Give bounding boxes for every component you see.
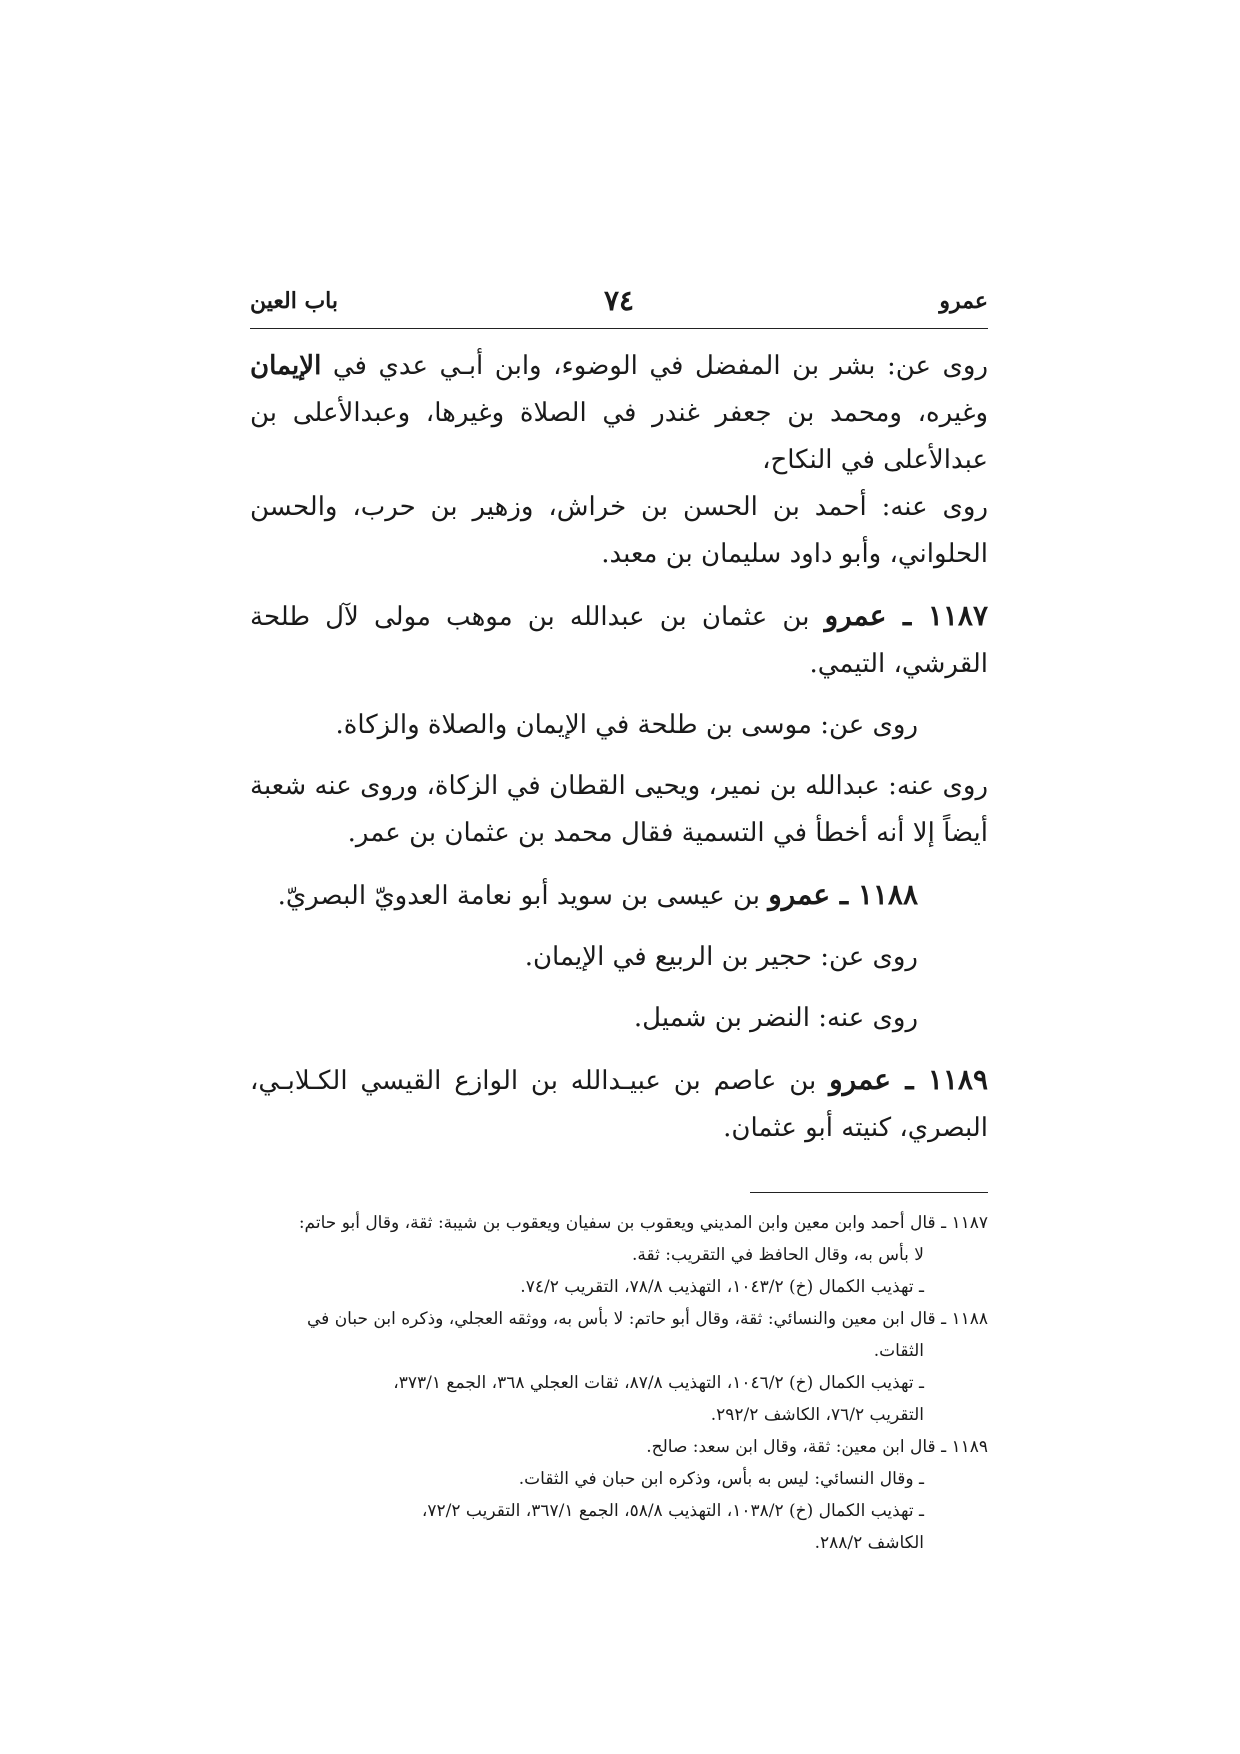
- entry-name: عمرو: [829, 1063, 906, 1096]
- paragraph-narrated-by: روى عنه: أحمد بن الحسن بن خراش، وزهير بن حرب، والحسن الحلواني، وأبو داود سليمان بن معبد.: [250, 492, 988, 569]
- page-number: ٧٤: [603, 284, 635, 317]
- footnote-1189-sources-cont: الكاشف ٢٨٨/٢.: [814, 1533, 924, 1553]
- keyword-iman: الإيمان: [250, 351, 322, 381]
- footnote-1187-sources: ـ تهذيب الكمال (خ) ١٠٤٣/٢، التهذيب ٧٨/٨، التقريب ٧٤/٢.: [520, 1277, 924, 1297]
- footnote-1189: ١١٨٩ ـ قال ابن معين: ثقة، وقال ابن سعد: صالح.: [646, 1437, 988, 1457]
- entry-name: عمرو: [824, 599, 904, 632]
- entry-number: ١١٨٧ ـ: [903, 599, 988, 632]
- header-rule: [250, 328, 988, 329]
- footnotes: [250, 1207, 988, 1559]
- main-text: [250, 343, 988, 1152]
- entry-name: عمرو: [768, 878, 840, 911]
- paragraph-narrated-from: روى عن: بشر بن المفضل في الوضوء، وابن أبـي عدي في الإيمان وغيره، ومحمد بن جعفر غندر في الصلاة وغيرها، وعبدالأعلى بن عبدالأعلى في النكاح،: [250, 351, 988, 475]
- entry-1187-narrated-by: روى عنه: عبدالله بن نمير، ويحيى القطان في الزكاة، وروى عنه شعبة أيضاً إلا أنه أخطأ في التسمية فقال محمد بن عثمان بن عمر.: [250, 771, 988, 848]
- footnote-1189-sources: ـ تهذيب الكمال (خ) ١٠٣٨/٢، التهذيب ٥٨/٨، الجمع ٣٦٧/١، التقريب ٧٢/٢،: [421, 1501, 924, 1521]
- entry-1189: ١١٨٩ ـ عمرو بن عاصم بن عبيـدالله بن الوازع القيسي الكـلابـي، البصري، كنيته أبو عثمان.: [250, 1063, 988, 1143]
- entry-1188-narrated-from: روى عن: حجير بن الربيع في الإيمان.: [524, 942, 918, 972]
- footnote-1187-cont: لا بأس به، وقال الحافظ في التقريب: ثقة.: [631, 1245, 924, 1265]
- footnote-separator: [750, 1192, 988, 1193]
- header-section-title: عمرو: [939, 288, 988, 314]
- footnote-1188-cont: الثقات.: [873, 1341, 924, 1361]
- entry-1187-narrated-from: روى عن: موسى بن طلحة في الإيمان والصلاة والزكاة.: [335, 710, 918, 740]
- footnote-1188-sources: ـ تهذيب الكمال (خ) ١٠٤٦/٢، التهذيب ٨٧/٨، ثقات العجلي ٣٦٨، الجمع ٣٧٣/١،: [393, 1373, 924, 1393]
- entry-1187: ١١٨٧ ـ عمرو بن عثمان بن عبدالله بن موهب مولى لآل طلحة القرشي، التيمي.: [250, 599, 988, 679]
- footnote-1189-nasai: ـ وقال النسائي: ليس به بأس، وذكره ابن حبان في الثقات.: [518, 1469, 924, 1489]
- footnote-1187: ١١٨٧ ـ قال أحمد وابن معين وابن المديني ويعقوب بن سفيان ويعقوب بن شيبة: ثقة، وقال أبو حاتم:: [298, 1213, 988, 1233]
- running-header: [250, 284, 988, 328]
- header-chapter-title: باب العين: [250, 288, 339, 314]
- entry-number: ١١٨٩ ـ: [905, 1063, 988, 1096]
- book-page: [250, 284, 988, 1708]
- entry-1188: ١١٨٨ ـ عمرو بن عيسى بن سويد أبو نعامة العدويّ البصريّ.: [277, 878, 918, 911]
- entry-1188-narrated-by: روى عنه: النضر بن شميل.: [633, 1003, 918, 1033]
- footnote-1188-sources-cont: التقريب ٧٦/٢، الكاشف ٢٩٢/٢.: [710, 1405, 924, 1425]
- entry-number: ١١٨٨ ـ: [839, 878, 918, 911]
- footnote-1188: ١١٨٨ ـ قال ابن معين والنسائي: ثقة، وقال أبو حاتم: لا بأس به، ووثقه العجلي، وذكره ابن حبان في: [307, 1309, 988, 1329]
